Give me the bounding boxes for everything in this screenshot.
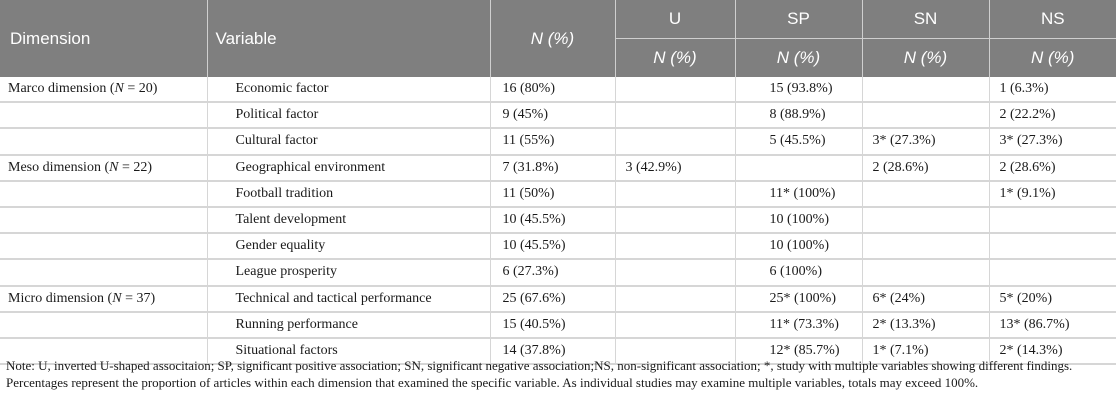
dimension-cell: Micro dimension (N = 37) <box>0 286 207 312</box>
variable-cell: Football tradition <box>207 181 490 207</box>
dimension-name: Marco dimension <box>8 81 107 97</box>
ns-cell <box>989 259 1116 285</box>
u-cell <box>615 286 735 312</box>
n-percent-cell: 16 (80%) <box>490 77 615 102</box>
dimension-cell: Marco dimension (N = 20) <box>0 77 207 102</box>
header-group-sp: SP <box>735 0 862 39</box>
ns-cell <box>989 233 1116 259</box>
sn-cell <box>862 207 989 233</box>
dimension-cell <box>0 181 207 207</box>
ns-cell: 1* (9.1%) <box>989 181 1116 207</box>
sn-cell: 6* (24%) <box>862 286 989 312</box>
dimension-cell: Meso dimension (N = 22) <box>0 155 207 181</box>
table-row <box>0 312 1116 338</box>
sn-cell: 2 (28.6%) <box>862 155 989 181</box>
sp-cell: 11* (100%) <box>735 181 862 207</box>
header-dimension: Dimension <box>0 0 207 77</box>
sp-cell: 25* (100%) <box>735 286 862 312</box>
table-row <box>0 155 1116 181</box>
ns-cell: 2 (28.6%) <box>989 155 1116 181</box>
table-row <box>0 286 1116 312</box>
header-variable: Variable <box>207 0 490 77</box>
sn-cell: 1* (7.1%) <box>862 338 989 364</box>
dimension-name: Meso dimension <box>8 159 101 175</box>
n-percent-cell: 10 (45.5%) <box>490 207 615 233</box>
n-percent-cell: 11 (55%) <box>490 128 615 154</box>
subheader-u: N (%) <box>615 39 735 78</box>
sp-cell: 8 (88.9%) <box>735 102 862 128</box>
variable-cell: League prosperity <box>207 259 490 285</box>
variable-cell: Political factor <box>207 102 490 128</box>
n-percent-cell: 10 (45.5%) <box>490 233 615 259</box>
variable-cell: Cultural factor <box>207 128 490 154</box>
sp-cell: 10 (100%) <box>735 233 862 259</box>
dimension-cell <box>0 259 207 285</box>
u-cell <box>615 233 735 259</box>
variable-cell: Economic factor <box>207 77 490 102</box>
u-cell <box>615 259 735 285</box>
ns-cell: 5* (20%) <box>989 286 1116 312</box>
n-percent-cell: 15 (40.5%) <box>490 312 615 338</box>
ns-cell: 13* (86.7%) <box>989 312 1116 338</box>
header-group-sn: SN <box>862 0 989 39</box>
variable-cell: Technical and tactical performance <box>207 286 490 312</box>
dimension-n-label: N <box>112 290 122 306</box>
header-n-percent: N (%) <box>490 0 615 77</box>
dimension-cell <box>0 207 207 233</box>
dimension-cell <box>0 312 207 338</box>
n-percent-cell: 9 (45%) <box>490 102 615 128</box>
sp-cell <box>735 155 862 181</box>
n-percent-cell: 7 (31.8%) <box>490 155 615 181</box>
subheader-sn: N (%) <box>862 39 989 78</box>
ns-cell: 2* (14.3%) <box>989 338 1116 364</box>
dimension-n-value: = 37) <box>125 290 156 306</box>
table-body <box>0 77 1116 364</box>
header-group-ns: NS <box>989 0 1116 39</box>
u-cell <box>615 128 735 154</box>
sn-cell <box>862 102 989 128</box>
table-row <box>0 77 1116 102</box>
sn-cell <box>862 77 989 102</box>
ns-cell: 3* (27.3%) <box>989 128 1116 154</box>
dimension-cell <box>0 102 207 128</box>
dimension-name: Micro dimension <box>8 290 105 306</box>
table-row <box>0 259 1116 285</box>
variable-cell: Running performance <box>207 312 490 338</box>
u-cell <box>615 181 735 207</box>
subheader-sp: N (%) <box>735 39 862 78</box>
sp-cell: 6 (100%) <box>735 259 862 285</box>
sp-cell: 10 (100%) <box>735 207 862 233</box>
sn-cell: 3* (27.3%) <box>862 128 989 154</box>
table-row <box>0 102 1116 128</box>
sn-cell <box>862 259 989 285</box>
n-percent-cell: 6 (27.3%) <box>490 259 615 285</box>
u-cell <box>615 102 735 128</box>
dimension-n-label: N <box>109 159 119 175</box>
variable-cell: Gender equality <box>207 233 490 259</box>
dimension-n-value: = 20) <box>127 81 158 97</box>
n-percent-cell: 11 (50%) <box>490 181 615 207</box>
n-percent-cell: 25 (67.6%) <box>490 286 615 312</box>
variable-cell: Situational factors <box>207 338 490 364</box>
variable-cell: Geographical environment <box>207 155 490 181</box>
table-row <box>0 207 1116 233</box>
n-percent-cell: 14 (37.8%) <box>490 338 615 364</box>
dimension-n-value: = 22) <box>121 159 153 175</box>
table-row <box>0 233 1116 259</box>
dimension-n-label: N <box>114 81 124 97</box>
ns-cell <box>989 207 1116 233</box>
ns-cell: 1 (6.3%) <box>989 77 1116 102</box>
sp-cell: 5 (45.5%) <box>735 128 862 154</box>
dimension-cell <box>0 128 207 154</box>
u-cell <box>615 77 735 102</box>
sn-cell <box>862 181 989 207</box>
table-note: Note: U, inverted U-shaped associtaion; SP, significant positive association; SN, significant negative association;NS, non-significant association; *, study with multiple variables showing different findings. Percentages represent the proportion of articles within each dimension that examined the specific variable. As individual studies may examine multiple variables, totals may exceed 100%. <box>6 358 1073 390</box>
u-cell <box>615 207 735 233</box>
sp-cell: 11* (73.3%) <box>735 312 862 338</box>
header-group-u: U <box>615 0 735 39</box>
table-row <box>0 128 1116 154</box>
header-row-primary <box>0 0 1116 39</box>
ns-cell: 2 (22.2%) <box>989 102 1116 128</box>
dimension-cell <box>0 233 207 259</box>
sp-cell: 12* (85.7%) <box>735 338 862 364</box>
sp-cell: 15 (93.8%) <box>735 77 862 102</box>
subheader-ns: N (%) <box>989 39 1116 78</box>
variable-cell: Talent development <box>207 207 490 233</box>
sn-cell <box>862 233 989 259</box>
u-cell <box>615 312 735 338</box>
table-row <box>0 181 1116 207</box>
u-cell: 3 (42.9%) <box>615 155 735 181</box>
sn-cell: 2* (13.3%) <box>862 312 989 338</box>
